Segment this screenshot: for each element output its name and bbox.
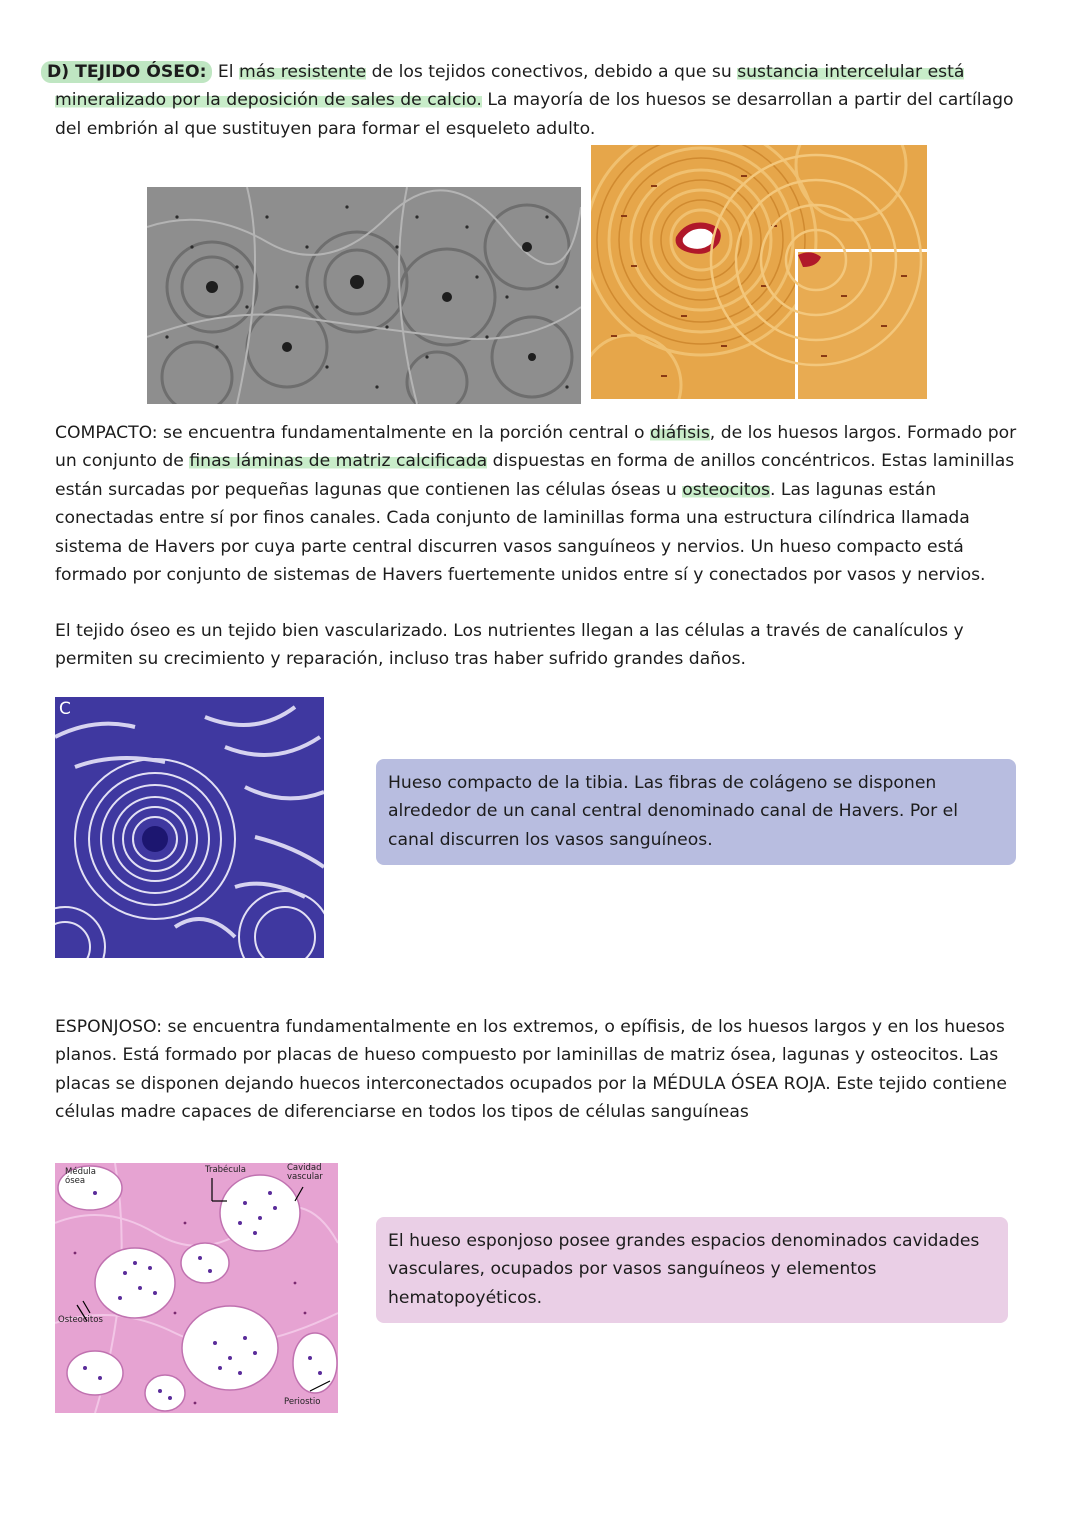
- spongy-bone-micrograph: [55, 1163, 338, 1413]
- intro-text-2: de los tejidos conectivos, debido a que su: [366, 62, 738, 82]
- compact-bone-grey-micrograph: [147, 187, 581, 404]
- intro-text-1: El: [212, 62, 240, 82]
- image-c-letter: C: [59, 699, 71, 719]
- compacto-paragraph: [55, 419, 1035, 589]
- label-osteocitos: Osteocitos: [58, 1315, 103, 1325]
- section-title: D) TEJIDO ÓSEO:: [41, 61, 212, 83]
- havers-system-micrograph: [55, 697, 324, 958]
- intro-text-3: La mayoría de los huesos se desarrollan a partir del cartílago del embrión al que sustituyen para formar el esqueleto adulto.: [55, 90, 1014, 139]
- label-trabecula: Trabécula: [205, 1165, 246, 1175]
- compacto-text-4: . Las lagunas están conectadas entre sí por finos canales. Cada conjunto de laminillas forma una estructura cilíndrica llamada sistema de Havers por cuya parte central discurren vasos sanguíneos y nervios. Un hueso compacto está formado por conjunto de sistemas de Havers fuertemente unidos entre sí y conectados por vasos y nervios.: [55, 479, 986, 586]
- compacto-highlight-2: finas láminas de matriz calcificada: [189, 451, 488, 472]
- intro-paragraph: [47, 58, 1035, 143]
- label-cavidad-vascular: Cavidad vascular: [287, 1163, 323, 1182]
- intro-highlight-1: más resistente: [239, 62, 367, 82]
- spongy-bone-caption: El hueso esponjoso posee grandes espacios denominados cavidades vasculares, ocupados por vasos sanguíneos y elementos hematopoyéticos.: [376, 1217, 1008, 1323]
- label-medula-osea: Médula ósea: [65, 1167, 96, 1186]
- esponjoso-paragraph: ESPONJOSO: se encuentra fundamentalmente en los extremos, o epífisis, de los huesos largos y en los huesos planos. Está formado por placas de hueso compuesto por laminillas de matriz ósea, lagunas y osteocitos. Las placas se disponen dejando huecos interconectados ocupados por la MÉDULA ÓSEA ROJA. Este tejido contiene células madre capaces de diferenciarse en todos los tipos de células sanguíneas: [55, 1017, 1007, 1123]
- compacto-text-3: dispuestas en forma de anillos concéntricos. Estas laminillas están surcadas por pequeñas lagunas que contienen las células óseas u: [55, 451, 1015, 500]
- compacto-highlight-1: diáfisis: [650, 423, 710, 443]
- compact-bone-caption: Hueso compacto de la tibia. Las fibras de colágeno se disponen alrededor de un canal central denominado canal de Havers. Por el canal discurren los vasos sanguíneos.: [376, 759, 1016, 865]
- vascularization-paragraph: El tejido óseo es un tejido bien vascularizado. Los nutrientes llegan a las células a través de canalículos y permiten su crecimiento y reparación, incluso tras haber sufrido grandes daños.: [55, 621, 964, 670]
- label-periostio: Periostio: [284, 1397, 321, 1407]
- compact-bone-orange-micrograph: [591, 145, 927, 399]
- compacto-text-2: , de los huesos largos. Formado por un conjunto de: [55, 423, 1017, 472]
- intro-highlight-2: sustancia intercelular está mineralizado por la deposición de sales de calcio.: [55, 62, 965, 111]
- compacto-text-1: COMPACTO: se encuentra fundamentalmente en la porción central o: [55, 423, 651, 443]
- compacto-highlight-3: osteocitos: [682, 479, 770, 500]
